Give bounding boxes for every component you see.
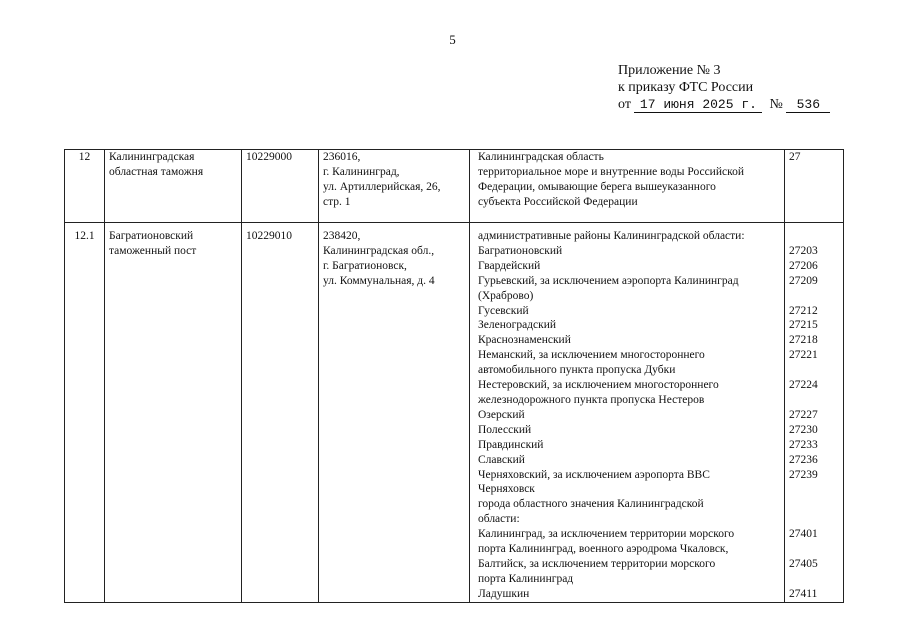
okato-code xyxy=(789,542,839,557)
address-line: ул. Коммунальная, д. 4 xyxy=(323,274,435,287)
address-line: Калининградская обл., xyxy=(323,244,435,257)
territory-line: Ладушкин xyxy=(478,587,530,600)
customs-name xyxy=(105,223,242,603)
appendix-header xyxy=(618,62,830,113)
territory-line: железнодорожного пункта пропуска Нестеров xyxy=(478,393,705,406)
territory-line: Гвардейский xyxy=(478,259,541,272)
territory-line: Полесский xyxy=(478,423,532,436)
address-line: г. Калининград, xyxy=(323,165,400,178)
appendix-date-line xyxy=(618,96,830,113)
territory-line: (Храброво) xyxy=(478,289,534,302)
number-label: № xyxy=(769,97,783,112)
okato-code xyxy=(789,572,839,587)
okato-code: 27 xyxy=(785,150,844,223)
territory-line: Неманский, за исключением многостороннего xyxy=(478,349,705,362)
customs-name-line: Калининградская xyxy=(109,151,195,163)
okato-codes-list xyxy=(789,229,839,602)
territory-line: Зеленоградский xyxy=(478,319,557,332)
customs-table xyxy=(64,149,844,603)
customs-code: 10229010 xyxy=(242,223,319,603)
row-number: 12 xyxy=(65,150,105,223)
customs-name-line: областная таможня xyxy=(109,165,204,178)
territory-line: территориальное море и внутренние воды Российской xyxy=(478,165,745,178)
okato-code: 27401 xyxy=(789,528,818,541)
territory-line: Правдинский xyxy=(478,438,544,451)
okato-code: 27239 xyxy=(789,468,818,481)
table-row xyxy=(65,223,844,603)
okato-code: 27224 xyxy=(789,379,818,392)
okato-code: 27221 xyxy=(789,349,818,362)
address-line: стр. 1 xyxy=(323,195,351,208)
address-line: ул. Артиллерийская, 26, xyxy=(323,180,441,193)
table-row xyxy=(65,150,844,223)
territory-line: Калининградская область xyxy=(478,151,604,163)
territory-list xyxy=(478,229,780,602)
okato-code xyxy=(789,497,839,512)
territory-cell xyxy=(470,223,785,603)
territory-line: порта Калининград, военного аэродрома Чкаловск, xyxy=(478,543,729,556)
okato-code: 27212 xyxy=(789,304,818,317)
appendix-order-ref: к приказу ФТС России xyxy=(618,80,754,95)
territory-line: Черняховск xyxy=(478,483,535,496)
territory-line: административные районы Калининградской области: xyxy=(478,230,745,242)
address-line: г. Багратионовск, xyxy=(323,259,407,272)
territory-line: Балтийск, за исключением территории морского xyxy=(478,557,716,570)
territory-line: Багратионовский xyxy=(478,244,563,257)
territory-line: автомобильного пункта пропуска Дубки xyxy=(478,364,676,377)
okato-code xyxy=(789,512,839,527)
okato-code: 27405 xyxy=(789,557,818,570)
territory-line: субъекта Российской Федерации xyxy=(478,195,638,208)
territory-line: Черняховский, за исключением аэропорта ВВС xyxy=(478,468,710,481)
customs-name-line: Багратионовский xyxy=(109,230,194,242)
okato-code xyxy=(789,363,839,378)
customs-address xyxy=(319,150,470,223)
okato-code: 27227 xyxy=(789,408,818,421)
okato-code: 27218 xyxy=(789,334,818,347)
territory-line: порта Калининград xyxy=(478,572,574,585)
territory-line: города областного значения Калининградской xyxy=(478,498,704,511)
okato-code: 27215 xyxy=(789,319,818,332)
okato-code: 27411 xyxy=(789,587,818,600)
okato-code xyxy=(789,393,839,408)
territory-line: области: xyxy=(478,513,520,526)
address-line: 236016, xyxy=(323,151,361,163)
customs-name-line: таможенный пост xyxy=(109,244,197,257)
okato-code: 27209 xyxy=(789,274,818,287)
territory-line: Краснознаменский xyxy=(478,334,571,347)
order-number: 536 xyxy=(786,97,830,113)
okato-code: 27233 xyxy=(789,438,818,451)
customs-address xyxy=(319,223,470,603)
okato-code: 27236 xyxy=(789,453,818,466)
okato-code: 27203 xyxy=(789,244,818,257)
okato-code xyxy=(789,482,839,497)
territory-line: Озерский xyxy=(478,408,525,421)
address-line: 238420, xyxy=(323,230,361,242)
from-label: от xyxy=(618,97,631,112)
okato-code xyxy=(789,289,839,304)
territory-line: Гусевский xyxy=(478,304,529,317)
appendix-title: Приложение № 3 xyxy=(618,63,721,78)
customs-code: 10229000 xyxy=(242,150,319,223)
okato-code: 27206 xyxy=(789,259,818,272)
order-date: 17 июня 2025 г. xyxy=(634,97,762,113)
page-number: 5 xyxy=(449,32,456,47)
territory-line: Нестеровский, за исключением многостороннего xyxy=(478,379,719,392)
territory-line: Федерации, омывающие берега вышеуказанного xyxy=(478,180,716,193)
customs-name xyxy=(105,150,242,223)
territory-line: Славский xyxy=(478,453,525,466)
row-number: 12.1 xyxy=(65,223,105,603)
territory-cell xyxy=(470,150,785,223)
okato-codes-cell xyxy=(785,223,844,603)
okato-code xyxy=(789,229,839,244)
territory-line: Калининград, за исключением территории морского xyxy=(478,528,735,541)
okato-code: 27230 xyxy=(789,423,818,436)
territory-line: Гурьевский, за исключением аэропорта Калининград xyxy=(478,274,739,287)
